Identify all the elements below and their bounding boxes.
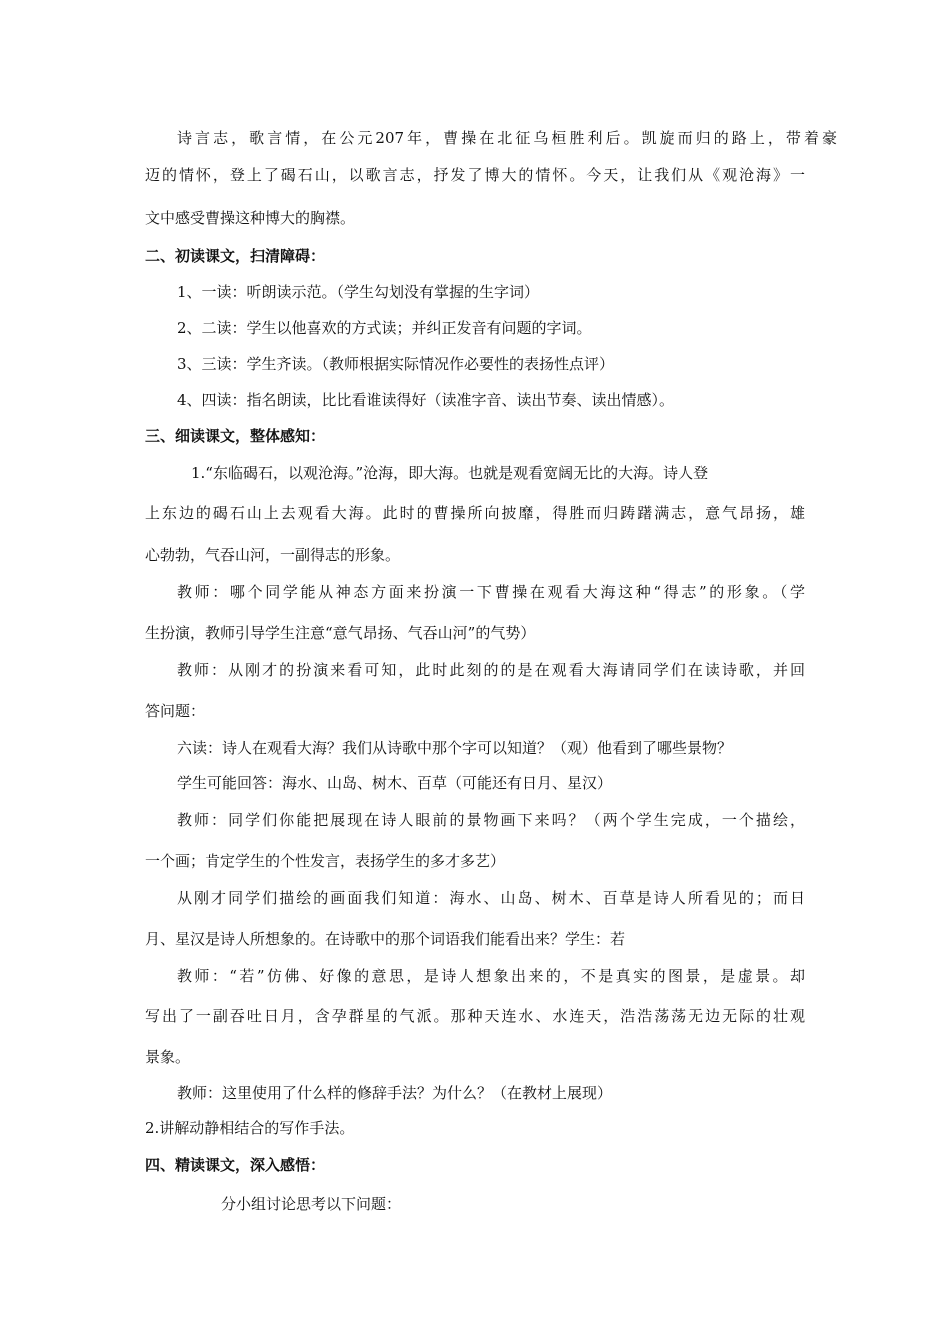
body-line: 教师：这里使用了什么样的修辞手法？为什么？（在教材上展现）	[177, 1084, 613, 1102]
body-line: 月、星汉是诗人所想象的。在诗歌中的那个词语我们能看出来？学生：若	[145, 930, 626, 948]
body-line: 教师：“若”仿佛、好像的意思，是诗人想象出来的，不是真实的图景，是虚景。却	[177, 967, 805, 985]
body-line: 教师：同学们你能把展现在诗人眼前的景物画下来吗？（两个学生完成，一个描绘，	[177, 811, 805, 829]
intro-line: 诗言志，歌言情，在公元207年，曹操在北征乌桓胜利后。凯旋而归的路上，带着豪	[177, 129, 837, 147]
body-line: 答问题：	[145, 702, 206, 720]
body-line: 分小组讨论思考以下问题：	[221, 1195, 402, 1213]
body-line: 六读：诗人在观看大海？我们从诗歌中那个字可以知道？（观）他看到了哪些景物？	[177, 739, 733, 757]
section-heading: 三、细读课文，整体感知：	[145, 427, 326, 445]
body-line: 一个画；肯定学生的个性发言，表扬学生的多才多艺）	[145, 852, 506, 870]
intro-line: 文中感受曹操这种博大的胸襟。	[145, 209, 356, 227]
section-heading: 四、精读课文，深入感悟：	[145, 1156, 326, 1174]
intro-line: 迈的情怀，登上了碣石山，以歌言志，抒发了博大的情怀。今天，让我们从《观沧海》一	[145, 166, 805, 184]
body-line: 教师：哪个同学能从神态方面来扮演一下曹操在观看大海这种“得志”的形象。（学	[177, 583, 805, 601]
body-line: 1.“东临碣石，以观沧海。”沧海，即大海。也就是观看宽阔无比的大海。诗人登	[191, 464, 709, 482]
body-line: 从刚才同学们描绘的画面我们知道：海水、山岛、树木、百草是诗人所看见的；而日	[177, 889, 805, 907]
section-heading: 二、初读课文，扫清障碍：	[145, 247, 326, 265]
body-line: 景象。	[145, 1048, 191, 1066]
body-line: 写出了一副吞吐日月，含孕群星的气派。那种天连水、水连天，浩浩荡荡无边无际的壮观	[145, 1007, 805, 1025]
body-line: 2.讲解动静相结合的写作手法。	[145, 1119, 355, 1137]
body-line: 学生可能回答：海水、山岛、树木、百草（可能还有日月、星汉）	[177, 774, 613, 792]
list-item: 2、二读：学生以他喜欢的方式读；并纠正发音有问题的字词。	[177, 319, 592, 337]
body-line: 教师：从刚才的扮演来看可知，此时此刻的的是在观看大海请同学们在读诗歌，并回	[177, 661, 805, 679]
list-item: 1、一读：听朗读示范。（学生勾划没有掌握的生字词）	[177, 283, 540, 301]
list-item: 3、三读：学生齐读。（教师根据实际情况作必要性的表扬性点评）	[177, 355, 615, 373]
body-line: 上东边的碣石山上去观看大海。此时的曹操所向披靡，得胜而归踌躇满志，意气昂扬，雄	[145, 504, 805, 522]
list-item: 4、四读：指名朗读，比比看谁读得好（读准字音、读出节奏、读出情感）。	[177, 391, 675, 409]
body-line: 心勃勃，气吞山河，一副得志的形象。	[145, 546, 401, 564]
body-line: 生扮演，教师引导学生注意“意气昂扬、气吞山河”的气势）	[145, 624, 536, 642]
